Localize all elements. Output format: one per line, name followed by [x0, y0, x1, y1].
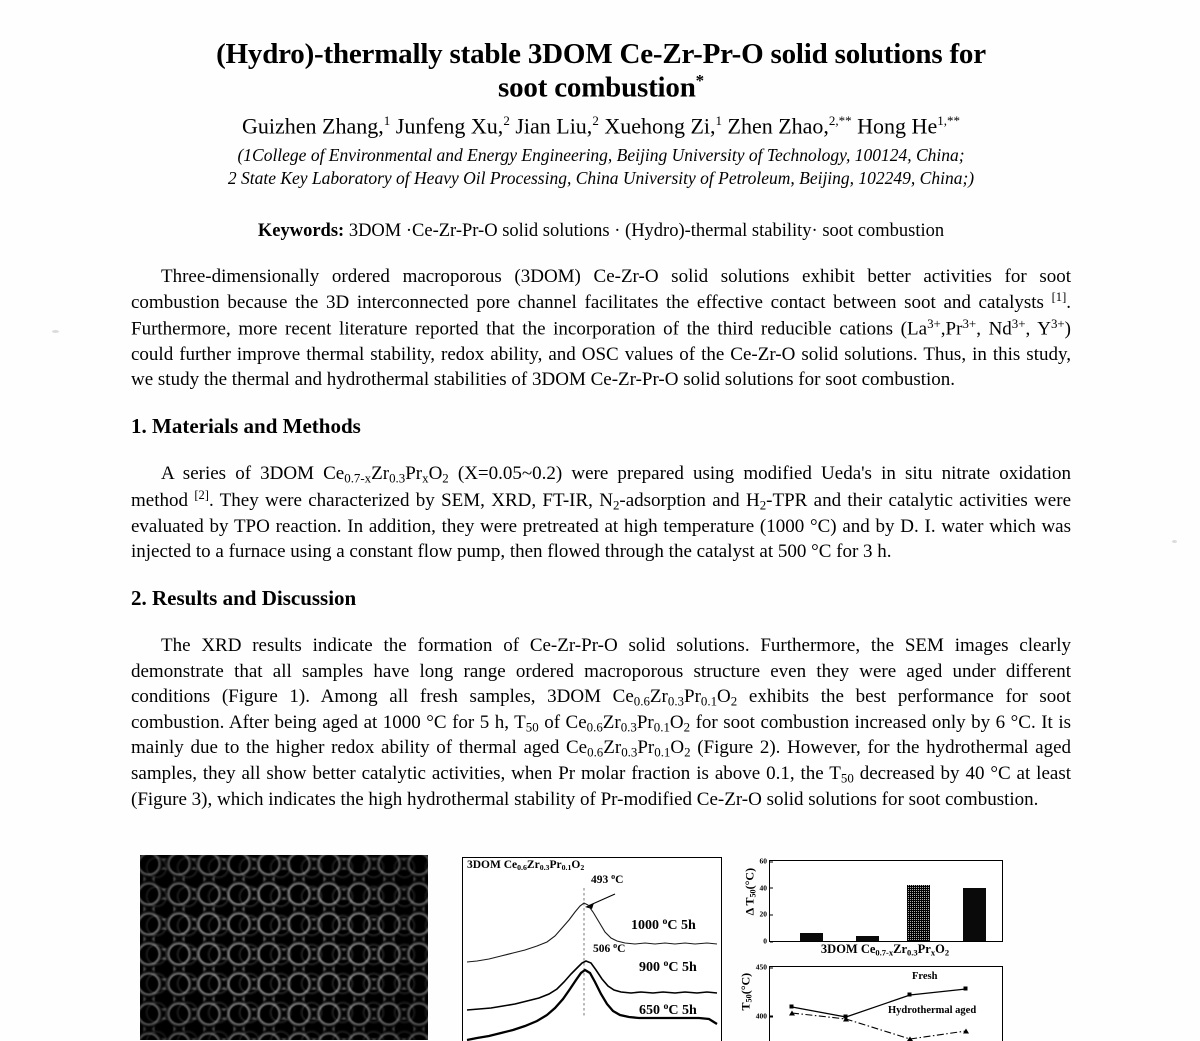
s1-t1: A series of 3DOM Ce — [161, 463, 344, 484]
s1-t5: (X=0.05~0.2) were prepared using modified Ueda's in situ nitrate oxidation method — [131, 463, 1071, 511]
bar-xlabel-s3: x — [931, 947, 935, 957]
author-name: Jian Liu, — [515, 114, 592, 139]
author-affiliation-marker: 1 — [716, 113, 723, 128]
tpr-title-s4: 2 — [580, 863, 584, 872]
tpr-title-pre: 3DOM Ce — [467, 859, 517, 871]
intro-text-f: ) could further improve thermal stability, redox ability, and OSC values of the Ce-Zr-O solid solutions. Thus, in this study, we study the thermal and hydrothermal stabilities of 3DOM Ce-Zr-Pr-O solid solutions for soot combustion. — [131, 318, 1071, 390]
marker-fresh-3 — [964, 987, 968, 991]
tpr-plot-area — [462, 857, 722, 1041]
line-ylabel-t: T — [738, 1002, 752, 1010]
affiliation-block — [131, 144, 1071, 191]
page-title — [131, 38, 1071, 105]
s2-sub4: 2 — [731, 693, 737, 708]
s2-sub5: 50 — [526, 719, 539, 734]
intro-text-d: , Nd — [976, 318, 1012, 339]
intro-text-e: , Y — [1026, 318, 1051, 339]
bar-xlabel-pre: 3DOM Ce — [821, 942, 876, 956]
s2-t5: exhibits the best performance for soot combustion. After being aged at 1000 °C for 5 h, T — [131, 686, 1071, 733]
s2-sub6: 0.6 — [587, 719, 603, 734]
tpr-annotation-506: 506 $^o$C — [593, 941, 625, 955]
tpr-series-label-900: 900 $^o$C 5h — [639, 958, 697, 976]
affiliation-line-2: 2 State Key Laboratory of Heavy Oil Processing, China University of Petroleum, Beijing, 102249, China;) — [228, 168, 974, 188]
author-name: Hong He — [857, 114, 937, 139]
marker-fresh-2 — [908, 993, 912, 997]
sup-y: 3+ — [1051, 316, 1065, 331]
bar-x015 — [907, 885, 930, 941]
tpr-title-m2: Pr — [549, 859, 561, 871]
section-heading-results: 2. Results and Discussion — [131, 586, 1071, 611]
title-line-1: (Hydro)-thermally stable 3DOM Ce-Zr-Pr-O solid solutions for — [216, 38, 986, 70]
s2-t7: Zr — [603, 712, 621, 733]
bar-ytick-20: 20 — [760, 910, 771, 919]
tpr-title-s1: 0.6 — [517, 863, 527, 872]
line-series-hydrothermal — [792, 1013, 966, 1039]
line-legend-fresh: Fresh — [912, 971, 937, 982]
line-ylabel-unit: (°C) — [738, 973, 752, 994]
figure-strip — [0, 854, 1200, 1040]
s1-t3: Pr — [405, 463, 422, 484]
s2-sub1: 0.6 — [634, 693, 650, 708]
author-affiliation-marker: 2 — [503, 113, 510, 128]
s2-t8: Pr — [637, 712, 654, 733]
author-list — [131, 113, 1071, 140]
bar-ylabel-delta: Δ — [742, 909, 756, 916]
citation-2: [2] — [194, 488, 209, 502]
marker-fresh-0 — [790, 1005, 794, 1009]
sem-vignette — [140, 855, 428, 1040]
bar-xlabel-s1: 0.7-x — [875, 947, 893, 957]
bar-ytick-0: 0 — [763, 937, 770, 946]
s2-sub10: 0.6 — [587, 745, 603, 760]
title-line-2: soot combustion — [498, 72, 696, 104]
bar-xlabel-s2: 0.3 — [907, 947, 918, 957]
line-ytick-450: 450 — [756, 963, 770, 972]
tpr-title-m3: O — [571, 859, 580, 871]
scan-artifact — [52, 330, 59, 333]
bar-ylabel-t: T — [742, 898, 756, 906]
s1-sub1: 0.7-x — [344, 471, 371, 486]
s1-sub2: 0.3 — [389, 471, 405, 486]
author-affiliation-marker: 1 — [384, 113, 391, 128]
tpr-title-m1: Zr — [527, 859, 540, 871]
s2-sub8: 0.1 — [654, 719, 670, 734]
line-legend-hydrothermal: Hydrothermal aged — [888, 1005, 976, 1016]
line-ytick-400: 400 — [756, 1011, 770, 1020]
citation-1: [1] — [1052, 290, 1067, 304]
intro-text-c: ,Pr — [941, 318, 963, 339]
intro-text-a: Three-dimensionally ordered macroporous (3DOM) Ce-Zr-O solid solutions exhibit better activities for soot combustion because the 3D interconnected pore channel facilitates the effective contact between soot and catalysts — [131, 266, 1071, 313]
s2-t12: Pr — [637, 737, 654, 758]
paragraph-materials — [131, 461, 1071, 564]
tpr-chart — [440, 854, 722, 1040]
tpr-series-label-650: 650 $^o$C 5h — [639, 1001, 697, 1019]
bar-x02 — [963, 888, 986, 941]
s2-t3: Pr — [684, 686, 701, 707]
s2-t15: decreased by 40 °C at least (Figure 3), which indicates the high hydrothermal stability of Pr-modified Ce-Zr-O solid solutions for soot combustion. — [131, 763, 1071, 810]
intro-text-b: . Furthermore, more recent literature reported that the incorporation of the third reducible cations (La — [131, 292, 1071, 340]
s2-t14: (Figure 2). However, for the hydrothermal aged samples, they all show better catalytic activities, when Pr molar fraction is above 0.1, the T — [131, 737, 1071, 784]
bar-xlabel-m3: O — [935, 942, 945, 956]
author-name: Xuehong Zi, — [604, 114, 715, 139]
s2-sub11: 0.3 — [621, 745, 637, 760]
s2-t1: The XRD results indicate the formation of Ce-Zr-Pr-O solid solutions. Furthermore, the SEM images clearly demonstrate that all samples have long range ordered macroporous structure even they were aged under different conditions (Figure 1). Among all fresh samples, 3DOM Ce — [131, 635, 1071, 707]
s1-sub5: 2 — [613, 498, 619, 513]
bar-plot-area — [769, 860, 1003, 942]
line-series-svg — [770, 967, 1002, 1041]
sem-image — [140, 855, 428, 1040]
s2-t13: O — [670, 737, 684, 758]
author-name: Zhen Zhao, — [728, 114, 829, 139]
s2-t2: Zr — [650, 686, 668, 707]
scan-artifact — [1172, 540, 1177, 543]
tpr-series-label-1000: 1000 $^o$C 5h — [631, 916, 696, 934]
author-name: Guizhen Zhang, — [242, 114, 384, 139]
title-footnote-marker: * — [696, 71, 704, 90]
s2-sub14: 50 — [841, 771, 854, 786]
paragraph-results — [131, 633, 1071, 812]
keywords-value: 3DOM ·Ce-Zr-Pr-O solid solutions · (Hydro)-thermal stability· soot combustion — [349, 221, 944, 241]
s2-sub9: 2 — [684, 719, 690, 734]
author-affiliation-marker: 2 — [592, 113, 599, 128]
line-plot-area — [769, 966, 1003, 1041]
bar-xlabel-s4: 2 — [945, 947, 949, 957]
s2-sub13: 2 — [684, 745, 690, 760]
bar-xlabel-m1: Zr — [893, 942, 907, 956]
bar-x-axis-label — [769, 942, 1001, 957]
page-content — [131, 0, 1071, 812]
tpr-annotation-493: 493 $^o$C — [591, 872, 623, 886]
paragraph-introduction — [131, 264, 1071, 393]
bar-x005 — [800, 933, 823, 941]
author-affiliation-marker: 2,** — [829, 113, 852, 128]
sup-la: 3+ — [927, 316, 941, 331]
bar-ytick-40: 40 — [760, 883, 771, 892]
s1-t4: O — [429, 463, 443, 484]
keywords — [131, 221, 1071, 242]
affiliation-line-1: (1College of Environmental and Energy Engineering, Beijing University of Technology, 100124, China; — [237, 145, 964, 165]
sup-pr: 3+ — [962, 316, 976, 331]
s1-sub4: 2 — [442, 471, 448, 486]
keywords-label: Keywords: — [258, 221, 344, 241]
sup-nd: 3+ — [1012, 316, 1026, 331]
bar-ylabel-unit: (°C) — [742, 868, 756, 889]
s2-t11: Zr — [603, 737, 621, 758]
s2-t9: O — [670, 712, 684, 733]
s1-sub3: x — [422, 471, 428, 486]
s1-t8: -TPR and their catalytic activities were evaluated by TPO reaction. In addition, they were pretreated at high temperature (1000 °C) and by D. I. water which was injected to a furnace using a constant flow pump, then flowed through the catalyst at 500 °C for 3 h. — [131, 490, 1071, 562]
s1-t7: -adsorption and H — [619, 490, 759, 511]
s2-t6: of Ce — [539, 712, 587, 733]
bar-y-axis-label — [742, 849, 757, 935]
tpr-title-s3: 0.1 — [562, 863, 572, 872]
s2-sub3: 0.1 — [701, 693, 717, 708]
section-heading-materials: 1. Materials and Methods — [131, 414, 1071, 439]
s2-sub12: 0.1 — [654, 745, 670, 760]
s2-sub7: 0.3 — [621, 719, 637, 734]
t50-line-chart — [727, 958, 1015, 1040]
delta-t50-bar-chart — [727, 854, 1015, 962]
line-y-axis-label — [738, 959, 753, 1025]
s2-t10: for soot combustion increased only by 6 °C. It is mainly due to the higher redox ability of thermal aged Ce — [131, 712, 1071, 759]
tpr-title-s2: 0.3 — [540, 863, 550, 872]
s1-t6: . They were characterized by SEM, XRD, FT-IR, N — [209, 490, 613, 511]
s2-sub2: 0.3 — [668, 693, 684, 708]
s1-sub6: 2 — [760, 498, 766, 513]
s2-t4: O — [717, 686, 731, 707]
line-ylabel-sub: 50 — [745, 994, 754, 1002]
bar-ylabel-sub: 50 — [749, 889, 758, 897]
bar-x01 — [856, 936, 879, 941]
bar-xlabel-m2: Pr — [918, 942, 931, 956]
bar-ytick-60: 60 — [760, 857, 771, 866]
s1-t2: Zr — [371, 463, 389, 484]
author-affiliation-marker: 1,** — [937, 113, 960, 128]
author-name: Junfeng Xu, — [396, 114, 504, 139]
